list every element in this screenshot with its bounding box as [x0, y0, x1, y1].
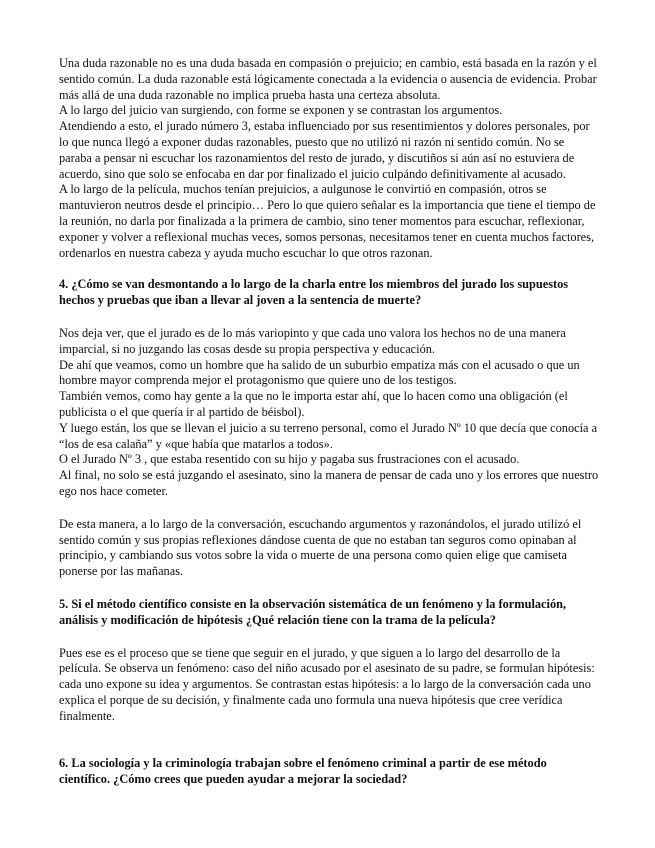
paragraph-jurado-3: Atendiendo a esto, el jurado número 3, estaba influenciado por sus resentimientos y dolores personales, por lo que nunca llegó a exponer dudas razonables, puesto que no utilizó ni razón ni sentido común. No se paraba a pensar ni escuchar los razonamientos del resto de jurado, y discutiños si aún así no estuviera de acuerdo, sino que solo se enfocaba en dar por finalizado el juicio culpándo definitivamente al acusado. [59, 119, 590, 181]
document-page [59, 56, 599, 788]
paragraph-duda-razonable: Una duda razonable no es una duda basada en compasión o prejuicio; en cambio, está basada en la razón y el sentido común. La duda razonable está lógicamente conectada a la evidencia o ausencia de evidencia. Probar más allá de una duda razonable no implica prueba hasta una certeza absoluta. [59, 56, 597, 102]
question-6-heading: 6. La sociología y la criminología trabajan sobre el fenómeno criminal a partir de ese método científico. ¿Cómo crees que pueden ayudar a mejorar la sociedad? [59, 756, 547, 787]
answer-4-paragraph: O el Jurado Nº 3 , que estaba resentido con su hijo y pagaba sus frustraciones con el acusado. [59, 452, 520, 467]
question-4-heading: 4. ¿Cómo se van desmontando a lo largo de la charla entre los miembros del jurado los supuestos hechos y pruebas que iban a llevar al joven a la sentencia de muerte? [59, 277, 569, 308]
paragraph-prejuicios: A lo largo de la película, muchos tenían prejuicios, a aulgunose le convirtió en compasión, otros se mantuvieron neutros desde el principio… Pero lo que quiero señalar es la importancia que tiene el tiempo de la reunión, no darla por finalizada a la primera de cambio, sino tener momentos para escuchar, reflexionar, exponer y volver a reflexional muchas veces, somos personas, necesitamos tener en cuenta muchos factores, ordenarlos en nuestra cabeza y ayuda mucho escuchar lo que otros razonan. [59, 182, 596, 260]
answer-4-paragraph: También vemos, como hay gente a la que no le importa estar ahí, que lo hacen como una obligación (el publicista o el que quería ir al partido de béisbol). [59, 389, 568, 419]
question-5-heading: 5. Si el método científico consiste en la observación sistemática de un fenómeno y la formulación, análisis y modificación de hipótesis ¿Qué relación tiene con la trama de la película? [59, 596, 567, 627]
paragraph-argumentos: A lo largo del juicio van surgiendo, con forme se exponen y se contrastan los argumentos. [59, 103, 503, 118]
answer-4-paragraph: Y luego están, los que se llevan el juicio a su terreno personal, como el Jurado Nº 10 que decía que conocía a “los de esa calaña” y «que había que matarlos a todos». [59, 420, 598, 451]
answer-4-paragraph: De ahí que veamos, como un hombre que ha salido de un suburbio empatiza más con el acusado o que un hombre mayor comprenda mejor el protagonismo que quiere uno de los testigos. [59, 357, 580, 388]
answer-5-paragraph: Pues ese es el proceso que se tiene que seguir en el jurado, y que siguen a lo largo del desarrollo de la película. Se observa un fenómeno: caso del niño acusado por el asesinato de su padre, se formulan hipótesis: cada uno expone su idea y argumentos. Se contrastan estas hipótesis: a lo largo de la conversación cada uno explica el porque de su decisión, y finalmente cada uno formula una nueva hipótesis que cree verídica finalmente. [59, 645, 595, 723]
answer-4-paragraph: Nos deja ver, que el jurado es de lo más variopinto y que cada uno valora los hechos no de una manera imparcial, si no juzgando las cosas desde su propia perspectiva y educación. [59, 325, 566, 356]
answer-4-conclusion: De esta manera, a lo largo de la conversación, escuchando argumentos y razonándolos, el jurado utilizó el sentido común y sus propias reflexiones dándose cuenta de que no estaban tan seguros como opinaban al principio, y cambiando sus votos sobre la vida o muerte de una persona como quien elige que camiseta ponerse por las mañanas. [59, 516, 582, 579]
answer-4-paragraph: Al final, no solo se está juzgando el asesinato, sino la manera de pensar de cada uno y los errores que nuestro ego nos hace cometer. [59, 468, 599, 498]
